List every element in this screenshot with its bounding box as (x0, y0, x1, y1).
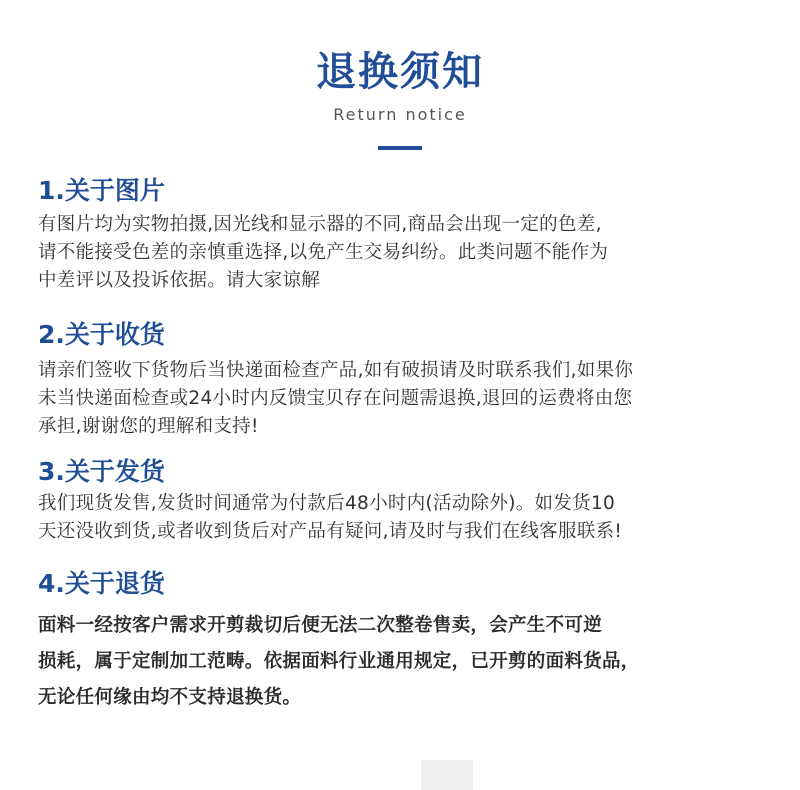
body-line: 有图片均为实物拍摄,因光线和显示器的不同,商品会出现一定的色差, (38, 214, 602, 235)
section-heading-shipping: 3.关于发货 (38, 457, 165, 486)
title-divider (378, 146, 422, 150)
section-body-shipping (38, 490, 778, 546)
body-line: 无论任何缘由均不支持退换货。 (38, 687, 302, 708)
section-heading-receiving: 2.关于收货 (38, 320, 165, 349)
body-line: 损耗，属于定制加工范畴。依据面料行业通用规定，已开剪的面料货品， (38, 651, 640, 672)
body-line: 面料一经按客户需求开剪裁切后便无法二次整卷售卖，会产生不可逆 (38, 615, 603, 636)
section-heading-returns: 4.关于退货 (38, 569, 165, 598)
body-line: 中差评以及投诉依据。请大家谅解 (38, 270, 321, 291)
section-heading-pictures: 1.关于图片 (38, 176, 165, 205)
body-line: 未当快递面检查或24小时内反馈宝贝存在问题需退换,退回的运费将由您 (38, 388, 633, 409)
page-subtitle: Return notice (333, 105, 467, 124)
body-line: 承担,谢谢您的理解和支持! (38, 416, 259, 437)
section-body-pictures (38, 211, 778, 295)
section-body-returns (38, 608, 778, 716)
footer-placeholder-block (421, 760, 473, 790)
section-body-receiving (38, 357, 778, 441)
body-line: 请亲们签收下货物后当快递面检查产品,如有破损请及时联系我们,如果你 (38, 360, 634, 381)
body-line: 天还没收到货,或者收到货后对产品有疑问,请及时与我们在线客服联系! (38, 521, 623, 542)
body-line: 我们现货发售,发货时间通常为付款后48小时内(活动除外)。如发货10 (38, 493, 616, 514)
page-title: 退换须知 (316, 49, 484, 95)
body-line: 请不能接受色差的亲慎重选择,以免产生交易纠纷。此类问题不能作为 (38, 242, 609, 263)
